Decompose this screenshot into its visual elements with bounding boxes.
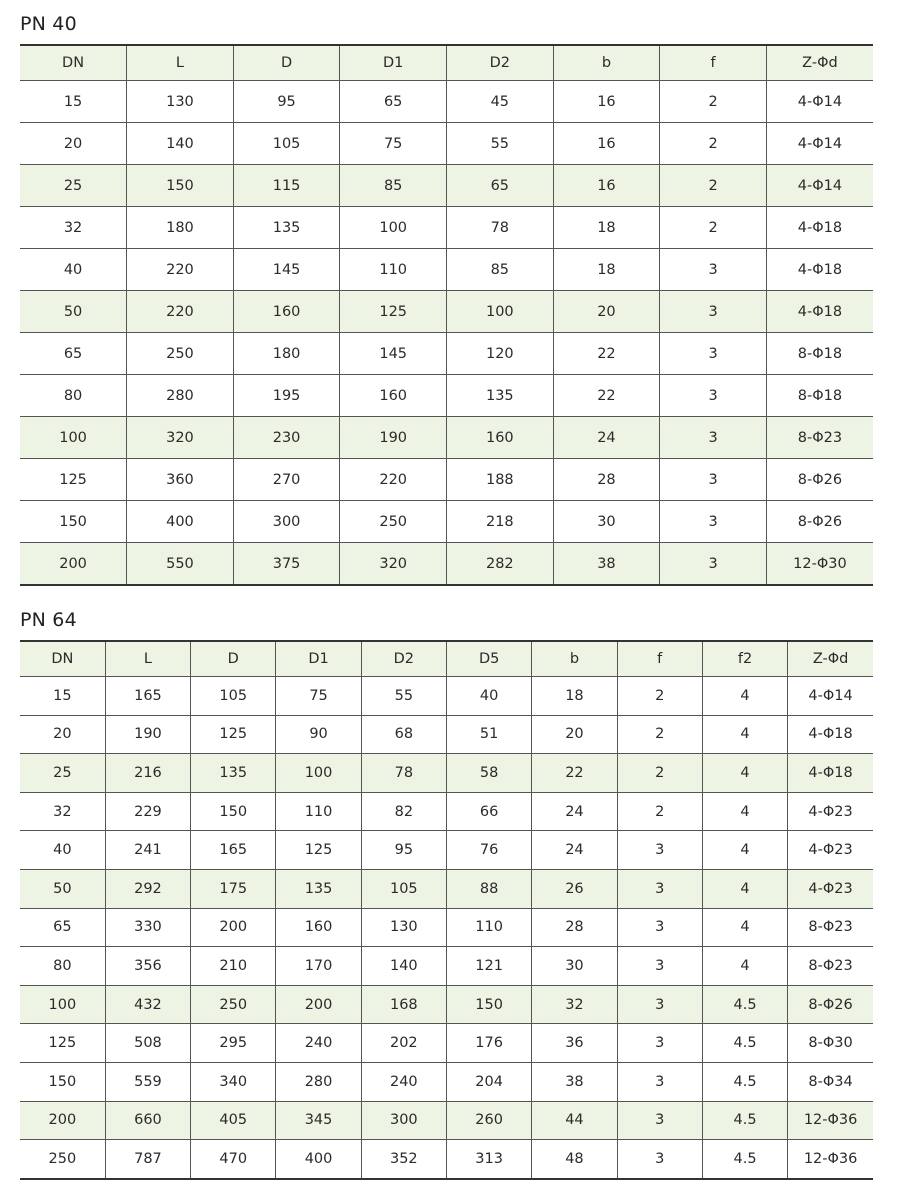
table-cell: 48	[532, 1140, 617, 1179]
table-cell: 110	[340, 249, 447, 291]
table-cell: 4	[702, 831, 787, 870]
table-cell: 140	[361, 947, 446, 986]
table-cell: 16	[553, 165, 660, 207]
table-cell: 44	[532, 1101, 617, 1140]
table-cell: 200	[20, 543, 127, 586]
table-cell: 3	[660, 333, 767, 375]
table-cell: 150	[191, 792, 276, 831]
column-header: Z-Φd	[788, 641, 873, 677]
table-cell: 32	[20, 792, 105, 831]
table-cell: 85	[447, 249, 554, 291]
table-cell: 65	[340, 81, 447, 123]
table-cell: 229	[105, 792, 190, 831]
table-cell: 180	[233, 333, 340, 375]
table-cell: 38	[553, 543, 660, 586]
table-cell: 787	[105, 1140, 190, 1179]
table-cell: 3	[617, 985, 702, 1024]
table-cell: 3	[617, 1140, 702, 1179]
table-cell: 220	[340, 459, 447, 501]
column-header: D2	[447, 45, 554, 81]
table-row	[20, 947, 873, 986]
table-cell: 105	[361, 869, 446, 908]
column-header: D	[233, 45, 340, 81]
table-cell: 110	[446, 908, 531, 947]
table-cell: 4.5	[702, 1062, 787, 1101]
table-cell: 100	[20, 417, 127, 459]
table-cell: 8-Φ26	[766, 459, 873, 501]
table-cell: 313	[446, 1140, 531, 1179]
table-cell: 220	[127, 249, 234, 291]
table-cell: 8-Φ23	[766, 417, 873, 459]
column-header: DN	[20, 45, 127, 81]
table-cell: 130	[361, 908, 446, 947]
table-cell: 135	[276, 869, 361, 908]
table-cell: 559	[105, 1062, 190, 1101]
table-cell: 75	[340, 123, 447, 165]
table-cell: 3	[660, 375, 767, 417]
column-header: D1	[276, 641, 361, 677]
column-header: DN	[20, 641, 105, 677]
table-cell: 78	[447, 207, 554, 249]
table-cell: 4	[702, 792, 787, 831]
table-cell: 240	[276, 1024, 361, 1063]
table-cell: 165	[105, 677, 190, 716]
table-row	[20, 1024, 873, 1063]
table-cell: 65	[20, 908, 105, 947]
column-header: D	[191, 641, 276, 677]
table-row	[20, 165, 873, 207]
table-cell: 8-Φ18	[766, 375, 873, 417]
table-cell: 4-Φ18	[766, 249, 873, 291]
table-cell: 300	[361, 1101, 446, 1140]
table-cell: 125	[20, 1024, 105, 1063]
table-cell: 3	[660, 291, 767, 333]
table-cell: 121	[446, 947, 531, 986]
table-cell: 356	[105, 947, 190, 986]
table-cell: 200	[20, 1101, 105, 1140]
table-cell: 508	[105, 1024, 190, 1063]
table-cell: 95	[233, 81, 340, 123]
table-cell: 3	[660, 459, 767, 501]
table-cell: 160	[340, 375, 447, 417]
table-cell: 4-Φ18	[788, 715, 873, 754]
table-cell: 26	[532, 869, 617, 908]
table-cell: 40	[446, 677, 531, 716]
table-cell: 80	[20, 375, 127, 417]
table-cell: 20	[20, 123, 127, 165]
table-cell: 8-Φ23	[788, 947, 873, 986]
table-cell: 550	[127, 543, 234, 586]
table-row	[20, 501, 873, 543]
table-cell: 405	[191, 1101, 276, 1140]
column-header: f2	[702, 641, 787, 677]
table-cell: 125	[276, 831, 361, 870]
table-cell: 8-Φ18	[766, 333, 873, 375]
table-cell: 4-Φ14	[766, 123, 873, 165]
table-cell: 3	[617, 1024, 702, 1063]
table-cell: 4.5	[702, 1024, 787, 1063]
table-cell: 22	[553, 375, 660, 417]
table-cell: 24	[532, 792, 617, 831]
table-row	[20, 985, 873, 1024]
table-cell: 375	[233, 543, 340, 586]
table-cell: 160	[447, 417, 554, 459]
table-cell: 168	[361, 985, 446, 1024]
table-cell: 200	[191, 908, 276, 947]
column-header: b	[532, 641, 617, 677]
table-cell: 250	[191, 985, 276, 1024]
table-cell: 195	[233, 375, 340, 417]
table-cell: 202	[361, 1024, 446, 1063]
table-row	[20, 1062, 873, 1101]
table-header-row	[20, 45, 873, 81]
table-cell: 140	[127, 123, 234, 165]
table-row	[20, 677, 873, 716]
table-row	[20, 333, 873, 375]
table-cell: 45	[447, 81, 554, 123]
table-cell: 4.5	[702, 1101, 787, 1140]
table-cell: 18	[532, 677, 617, 716]
table-cell: 145	[233, 249, 340, 291]
table-cell: 100	[447, 291, 554, 333]
table-cell: 18	[553, 249, 660, 291]
table-cell: 12-Φ30	[766, 543, 873, 586]
table-cell: 20	[20, 715, 105, 754]
table-cell: 4-Φ18	[766, 291, 873, 333]
table-cell: 230	[233, 417, 340, 459]
table-cell: 150	[20, 501, 127, 543]
column-header: L	[105, 641, 190, 677]
table-cell: 125	[20, 459, 127, 501]
table-cell: 28	[553, 459, 660, 501]
table-row	[20, 291, 873, 333]
table-cell: 125	[191, 715, 276, 754]
table-cell: 204	[446, 1062, 531, 1101]
table-cell: 22	[553, 333, 660, 375]
table-cell: 4	[702, 754, 787, 793]
table-row	[20, 754, 873, 793]
table-row	[20, 831, 873, 870]
table-cell: 210	[191, 947, 276, 986]
table-row	[20, 207, 873, 249]
table-cell: 176	[446, 1024, 531, 1063]
table-cell: 2	[617, 754, 702, 793]
table-cell: 40	[20, 249, 127, 291]
table-cell: 4	[702, 908, 787, 947]
table-cell: 160	[233, 291, 340, 333]
table-cell: 120	[447, 333, 554, 375]
column-header: D2	[361, 641, 446, 677]
table-cell: 12-Φ36	[788, 1101, 873, 1140]
table-cell: 24	[532, 831, 617, 870]
table-cell: 4-Φ18	[788, 754, 873, 793]
table-cell: 170	[276, 947, 361, 986]
table-cell: 250	[127, 333, 234, 375]
table-cell: 78	[361, 754, 446, 793]
table-cell: 292	[105, 869, 190, 908]
table-cell: 12-Φ36	[788, 1140, 873, 1179]
table-cell: 51	[446, 715, 531, 754]
table-cell: 8-Φ30	[788, 1024, 873, 1063]
column-header: b	[553, 45, 660, 81]
table-cell: 660	[105, 1101, 190, 1140]
table-cell: 190	[105, 715, 190, 754]
table-cell: 100	[20, 985, 105, 1024]
table-cell: 80	[20, 947, 105, 986]
table-cell: 22	[532, 754, 617, 793]
table-cell: 3	[617, 1101, 702, 1140]
table-cell: 130	[127, 81, 234, 123]
table-cell: 150	[127, 165, 234, 207]
table-cell: 32	[532, 985, 617, 1024]
table-cell: 3	[617, 831, 702, 870]
table-cell: 95	[361, 831, 446, 870]
table-cell: 241	[105, 831, 190, 870]
table-cell: 75	[276, 677, 361, 716]
table-row	[20, 123, 873, 165]
table-cell: 8-Φ26	[766, 501, 873, 543]
table-cell: 145	[340, 333, 447, 375]
table-cell: 8-Φ23	[788, 908, 873, 947]
table-cell: 2	[660, 81, 767, 123]
table-cell: 3	[660, 543, 767, 586]
table-cell: 40	[20, 831, 105, 870]
table-cell: 135	[447, 375, 554, 417]
table-cell: 300	[233, 501, 340, 543]
column-header: L	[127, 45, 234, 81]
table-cell: 30	[532, 947, 617, 986]
pn64-table	[20, 640, 873, 1180]
table-cell: 200	[276, 985, 361, 1024]
pn40-table	[20, 44, 873, 586]
column-header: D5	[446, 641, 531, 677]
table-cell: 4	[702, 947, 787, 986]
pn40-title: PN 40	[20, 13, 77, 35]
table-cell: 65	[447, 165, 554, 207]
table-cell: 150	[20, 1062, 105, 1101]
table-cell: 4-Φ18	[766, 207, 873, 249]
table-cell: 65	[20, 333, 127, 375]
table-cell: 76	[446, 831, 531, 870]
table-cell: 8-Φ34	[788, 1062, 873, 1101]
table-row	[20, 792, 873, 831]
table-cell: 470	[191, 1140, 276, 1179]
table-cell: 352	[361, 1140, 446, 1179]
table-cell: 90	[276, 715, 361, 754]
table-cell: 160	[276, 908, 361, 947]
table-cell: 50	[20, 291, 127, 333]
table-cell: 8-Φ26	[788, 985, 873, 1024]
table-cell: 20	[532, 715, 617, 754]
table-cell: 4-Φ14	[766, 81, 873, 123]
table-cell: 4.5	[702, 1140, 787, 1179]
table-cell: 110	[276, 792, 361, 831]
table-cell: 25	[20, 754, 105, 793]
table-cell: 3	[660, 249, 767, 291]
table-cell: 4	[702, 677, 787, 716]
table-cell: 3	[617, 908, 702, 947]
table-cell: 88	[446, 869, 531, 908]
table-row	[20, 869, 873, 908]
table-cell: 432	[105, 985, 190, 1024]
table-cell: 82	[361, 792, 446, 831]
table-cell: 135	[191, 754, 276, 793]
table-cell: 16	[553, 123, 660, 165]
table-row	[20, 543, 873, 586]
table-cell: 260	[446, 1101, 531, 1140]
table-cell: 38	[532, 1062, 617, 1101]
table-cell: 220	[127, 291, 234, 333]
table-cell: 188	[447, 459, 554, 501]
table-cell: 115	[233, 165, 340, 207]
column-header: D1	[340, 45, 447, 81]
column-header: Z-Φd	[766, 45, 873, 81]
table-cell: 4-Φ14	[788, 677, 873, 716]
table-cell: 2	[617, 677, 702, 716]
table-cell: 345	[276, 1101, 361, 1140]
table-cell: 150	[446, 985, 531, 1024]
table-cell: 85	[340, 165, 447, 207]
table-cell: 320	[340, 543, 447, 586]
table-cell: 250	[340, 501, 447, 543]
table-row	[20, 1140, 873, 1179]
table-cell: 320	[127, 417, 234, 459]
pn64-title: PN 64	[20, 609, 77, 631]
table-cell: 16	[553, 81, 660, 123]
table-cell: 360	[127, 459, 234, 501]
table-cell: 2	[617, 792, 702, 831]
table-header-row	[20, 641, 873, 677]
table-cell: 3	[660, 501, 767, 543]
table-cell: 330	[105, 908, 190, 947]
table-cell: 240	[361, 1062, 446, 1101]
table-cell: 18	[553, 207, 660, 249]
table-row	[20, 249, 873, 291]
table-cell: 30	[553, 501, 660, 543]
table-cell: 20	[553, 291, 660, 333]
table-cell: 105	[191, 677, 276, 716]
table-cell: 55	[361, 677, 446, 716]
table-cell: 3	[617, 869, 702, 908]
table-cell: 58	[446, 754, 531, 793]
table-cell: 3	[660, 417, 767, 459]
table-cell: 4-Φ14	[766, 165, 873, 207]
table-cell: 4-Φ23	[788, 831, 873, 870]
table-cell: 400	[276, 1140, 361, 1179]
table-cell: 3	[617, 1062, 702, 1101]
table-cell: 4.5	[702, 985, 787, 1024]
table-cell: 50	[20, 869, 105, 908]
table-row	[20, 715, 873, 754]
column-header: f	[617, 641, 702, 677]
table-cell: 55	[447, 123, 554, 165]
table-cell: 66	[446, 792, 531, 831]
table-cell: 218	[447, 501, 554, 543]
table-cell: 4-Φ23	[788, 792, 873, 831]
table-cell: 4	[702, 869, 787, 908]
table-cell: 2	[617, 715, 702, 754]
table-cell: 32	[20, 207, 127, 249]
table-cell: 2	[660, 207, 767, 249]
table-cell: 105	[233, 123, 340, 165]
table-cell: 180	[127, 207, 234, 249]
table-cell: 175	[191, 869, 276, 908]
table-cell: 190	[340, 417, 447, 459]
table-cell: 2	[660, 165, 767, 207]
table-cell: 24	[553, 417, 660, 459]
table-cell: 4	[702, 715, 787, 754]
table-row	[20, 375, 873, 417]
table-row	[20, 908, 873, 947]
table-cell: 400	[127, 501, 234, 543]
table-cell: 280	[276, 1062, 361, 1101]
table-cell: 340	[191, 1062, 276, 1101]
table-cell: 295	[191, 1024, 276, 1063]
table-cell: 100	[276, 754, 361, 793]
table-cell: 2	[660, 123, 767, 165]
table-cell: 216	[105, 754, 190, 793]
table-cell: 135	[233, 207, 340, 249]
table-row	[20, 459, 873, 501]
table-cell: 250	[20, 1140, 105, 1179]
table-cell: 15	[20, 81, 127, 123]
table-cell: 282	[447, 543, 554, 586]
table-cell: 280	[127, 375, 234, 417]
table-cell: 165	[191, 831, 276, 870]
table-cell: 125	[340, 291, 447, 333]
table-cell: 4-Φ23	[788, 869, 873, 908]
table-row	[20, 1101, 873, 1140]
table-cell: 15	[20, 677, 105, 716]
table-row	[20, 417, 873, 459]
column-header: f	[660, 45, 767, 81]
table-cell: 68	[361, 715, 446, 754]
table-cell: 28	[532, 908, 617, 947]
table-cell: 270	[233, 459, 340, 501]
table-cell: 25	[20, 165, 127, 207]
table-cell: 36	[532, 1024, 617, 1063]
table-cell: 3	[617, 947, 702, 986]
table-row	[20, 81, 873, 123]
table-cell: 100	[340, 207, 447, 249]
